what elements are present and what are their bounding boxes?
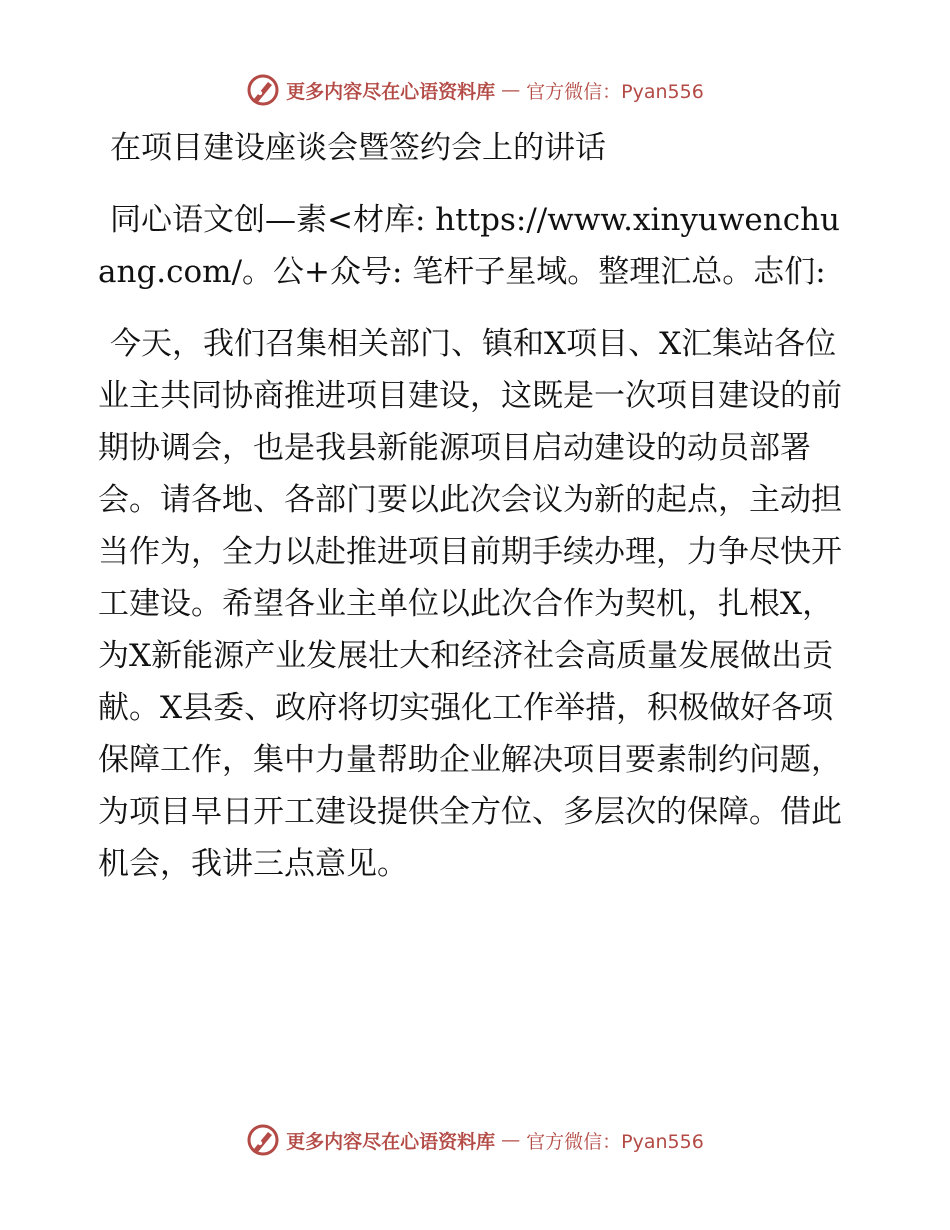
document-title: 在项目建设座谈会暨签约会上的讲话 [110, 130, 606, 166]
body-paragraph: 今天，我们召集相关部门、镇和X项目、X汇集站各位业主共同协商推进项目建设，这既是一次项目建设的前期协调会，也是我县新能源项目启动建设的动员部署会。请各地、各部门要以此次会议为新的起点，主动担当作为，全力以赴推进项目前期手续办理，力争尽快开工建设。希望各业主单位以此次合作为契机，扎根X，为X新能源产业发展壮大和经济社会高质量发展做出贡献。X县委、政府将切实强化工作举措，积极做好各项保障工作，集中力量帮助企业解决项目要素制约问题，为项目早日开工建设提供全方位、多层次的保障。借此机会，我讲三点意见。 [98, 326, 842, 882]
header-watermark [0, 70, 950, 110]
watermark-dash: — [501, 1129, 521, 1151]
watermark-official: 官方微信：Pyan556 [526, 1130, 704, 1153]
watermark-text: 更多内容尽在心语资料库 [286, 80, 496, 103]
pen-logo-icon [246, 1123, 280, 1157]
watermark-dash: — [501, 79, 521, 101]
document-body [98, 122, 858, 890]
footer-watermark [0, 1120, 950, 1160]
watermark-text: 更多内容尽在心语资料库 [286, 1130, 496, 1153]
pen-logo-icon [246, 73, 280, 107]
source-paragraph: 同心语文创—素<材库: https://www.xinyuwenchuang.com/。公+众号: 笔杆子星域。整理汇总。志们: [98, 202, 840, 290]
watermark-official: 官方微信：Pyan556 [526, 80, 704, 103]
